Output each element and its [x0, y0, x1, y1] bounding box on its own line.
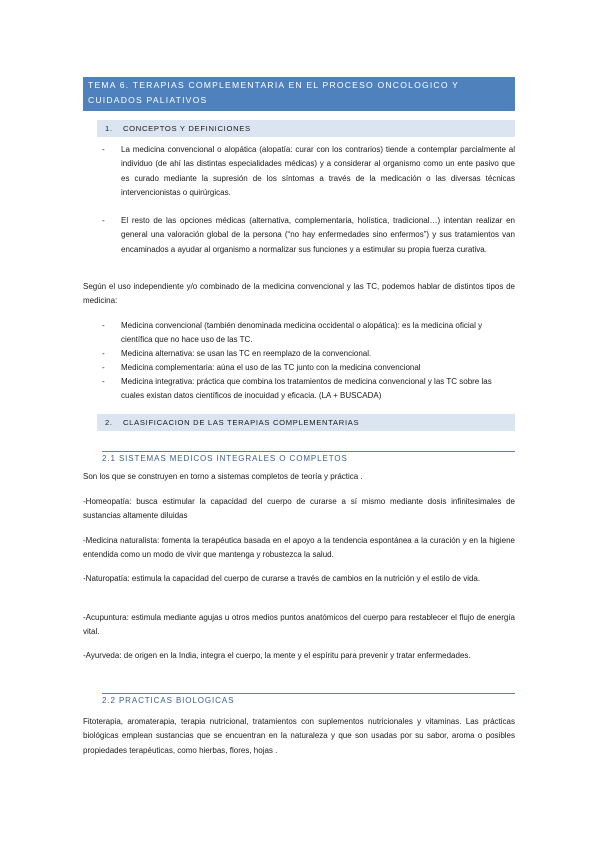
paragraph: Según el uso independiente y/o combinado de la medicina convencional y las TC, podemos hablar de distintos tipos de medicina:	[83, 282, 515, 306]
list-item: -Homeopatía: busca estimular la capacidad del cuerpo de curarse a sí mismo mediante dosis infinitesimales de sustancias altamente diluidas	[83, 497, 515, 521]
bullet-marker: -	[102, 216, 105, 225]
subsection-heading-2-1: 2.1 SISTEMAS MEDICOS INTEGRALES O COMPLETOS	[102, 451, 515, 463]
bullet-marker: -	[102, 363, 105, 372]
bullet-marker: -	[102, 349, 105, 358]
paragraph: Fitoterapia, aromaterapia, terapia nutricional, tratamientos con suplementos nutricionales y vitaminas. Las prácticas biológicas emplean sustancias que se encuentran en la naturaleza y que son usadas por su sabor, aroma o posibles propiedades terapéuticas, como hierbas, flores, hojas .	[83, 717, 515, 755]
subsection-heading-2-2: 2.2 PRACTICAS BIOLOGICAS	[102, 693, 515, 705]
section-heading-2	[97, 414, 515, 431]
bullet-marker: -	[102, 321, 105, 330]
document-title: TEMA 6. TERAPIAS COMPLEMENTARIA EN EL PROCESO ONCOLOGICO Y CUIDADOS PALIATIVOS	[83, 77, 515, 111]
list-item: -Acupuntura: estimula mediante agujas u otros medios puntos anatómicos del cuerpo para restablecer el flujo de energía vital.	[83, 613, 515, 637]
list-item: El resto de las opciones médicas (alternativa, complementaria, holística, tradicional…) intentan realizar en general una valoración global de la persona (“no hay enfermedades sino enfermos”) y sus tratamientos van encaminados a ayudar al organismo a normalizar sus funciones y a estimular su propia fuerza curativa.	[121, 216, 515, 254]
list-item: Medicina alternativa: se usan las TC en reemplazo de la convencional.	[121, 349, 372, 358]
section-title: CONCEPTOS Y DEFINICIONES	[123, 124, 251, 133]
list-item: -Naturopatía: estimula la capacidad del cuerpo de curarse a través de cambios en la nutrición y el estilo de vida.	[83, 574, 481, 583]
bullet-marker: -	[102, 145, 105, 154]
list-item: La medicina convencional o alopática (alopatía: curar con los contrarios) tiende a contemplar parcialmente al individuo (de ahí las distintas especialidades médicas) y a considerar al organismo como un ente pasivo que es curado mediante la supresión de los síntomas a través de la medicación o las diversas técnicas intervencionistas o quirúrgicas.	[121, 145, 515, 198]
list-item: Medicina complementaria: aúna el uso de las TC junto con la medicina convencional	[121, 363, 421, 372]
list-item: -Ayurveda: de origen en la India, integra el cuerpo, la mente y el espíritu para prevenir y tratar enfermedades.	[83, 651, 471, 660]
list-item: Medicina convencional (también denominada medicina occidental o alopática): es la medicina oficial y científica que no hace uso de las TC.	[121, 321, 483, 345]
list-item: Medicina integrativa: práctica que combina los tratamientos de medicina convencional y las TC sobre las cuales existan datos científicos de inocuidad y eficacia. (LA + BUSCADA)	[121, 377, 492, 401]
section-title: CLASIFICACION DE LAS TERAPIAS COMPLEMENTARIAS	[123, 418, 360, 427]
bullet-marker: -	[102, 377, 105, 386]
section-heading-1	[97, 120, 515, 137]
paragraph: Son los que se construyen en torno a sistemas completos de teoría y práctica .	[83, 472, 363, 481]
section-number: 1.	[105, 124, 113, 133]
section-number: 2.	[105, 418, 113, 427]
list-item: -Medicina naturalista: fomenta la terapéutica basada en el apoyo a la tendencia espontánea a la curación y en la higiene entendida como un modo de vivir que mantenga y robustezca la salud.	[83, 536, 515, 560]
